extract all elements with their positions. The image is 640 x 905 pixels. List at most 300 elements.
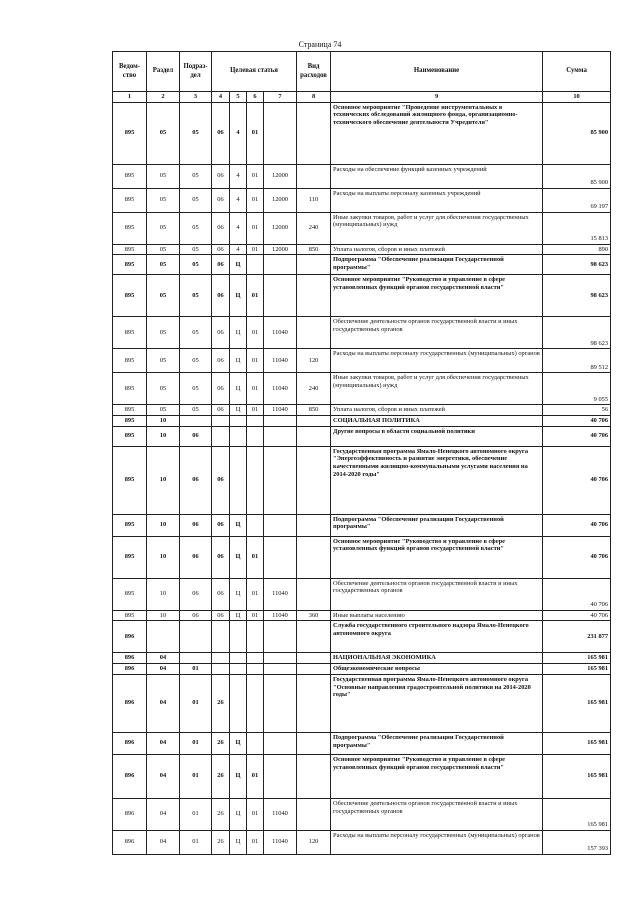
col-number: 1 bbox=[113, 92, 147, 103]
table-row bbox=[113, 255, 611, 275]
cell-target-3: 01 bbox=[247, 349, 264, 373]
col-number: 4 bbox=[212, 92, 230, 103]
cell-ved: 895 bbox=[113, 610, 147, 621]
cell-razdel: 05 bbox=[147, 349, 180, 373]
cell-podrazdel: 01 bbox=[180, 732, 212, 754]
cell-vid bbox=[297, 317, 331, 349]
table-row bbox=[113, 212, 611, 244]
cell-podrazdel: 06 bbox=[180, 446, 212, 514]
table-row bbox=[113, 674, 611, 732]
cell-target-2 bbox=[230, 446, 247, 514]
cell-ved: 895 bbox=[113, 349, 147, 373]
cell-target-1: 06 bbox=[212, 446, 230, 514]
cell-podrazdel: 06 bbox=[180, 610, 212, 621]
cell-sum: 40 706 bbox=[543, 446, 611, 514]
cell-name: Государственная программа Ямало-Ненецкого автономного округа "Основные направления градостроительной политики на 2014-2020 годы" bbox=[331, 674, 543, 732]
cell-ved: 895 bbox=[113, 405, 147, 416]
budget-table bbox=[112, 51, 611, 855]
cell-target-2: Ц bbox=[230, 514, 247, 536]
cell-podrazdel bbox=[180, 416, 212, 427]
cell-sum: 165 981 bbox=[543, 674, 611, 732]
cell-razdel: 05 bbox=[147, 102, 180, 164]
cell-name: СОЦИАЛЬНАЯ ПОЛИТИКА bbox=[331, 416, 543, 427]
cell-target-1: 06 bbox=[212, 578, 230, 610]
cell-razdel bbox=[147, 621, 180, 653]
header-row bbox=[113, 52, 611, 92]
col-number: 3 bbox=[180, 92, 212, 103]
cell-ved: 896 bbox=[113, 674, 147, 732]
table-row bbox=[113, 164, 611, 188]
cell-vid: 850 bbox=[297, 244, 331, 255]
cell-vid: 120 bbox=[297, 830, 331, 854]
cell-podrazdel bbox=[180, 621, 212, 653]
cell-razdel: 10 bbox=[147, 426, 180, 446]
cell-name: Основное мероприятие "Руководство и управление в сфере установленных функций органов государственной власти" bbox=[331, 754, 543, 798]
cell-podrazdel: 05 bbox=[180, 317, 212, 349]
table-row bbox=[113, 349, 611, 373]
cell-name: Служба государственного строительного надзора Ямало-Ненецкого автономного округа bbox=[331, 621, 543, 653]
cell-name: Подпрограмма "Обеспечение реализации Государственной программы" bbox=[331, 514, 543, 536]
cell-name: Уплата налогов, сборов и иных платежей bbox=[331, 244, 543, 255]
cell-podrazdel: 01 bbox=[180, 798, 212, 830]
table-row bbox=[113, 610, 611, 621]
cell-target-1: 26 bbox=[212, 732, 230, 754]
cell-podrazdel: 01 bbox=[180, 754, 212, 798]
cell-target-2 bbox=[230, 621, 247, 653]
cell-sum: 98 623 bbox=[543, 275, 611, 317]
cell-vid bbox=[297, 653, 331, 664]
cell-target-2: Ц bbox=[230, 610, 247, 621]
col-number: 10 bbox=[543, 92, 611, 103]
cell-ved: 896 bbox=[113, 754, 147, 798]
cell-razdel: 04 bbox=[147, 830, 180, 854]
cell-target-2: 4 bbox=[230, 102, 247, 164]
cell-target-3: 01 bbox=[247, 754, 264, 798]
cell-target-3 bbox=[247, 514, 264, 536]
cell-sum: 9 055 bbox=[543, 373, 611, 405]
cell-name: Расходы на выплаты персоналу государственных (муниципальных) органов bbox=[331, 349, 543, 373]
cell-target-4 bbox=[264, 426, 297, 446]
cell-razdel: 04 bbox=[147, 664, 180, 675]
cell-razdel: 04 bbox=[147, 732, 180, 754]
cell-vid bbox=[297, 664, 331, 675]
cell-vid bbox=[297, 754, 331, 798]
cell-target-3 bbox=[247, 653, 264, 664]
cell-target-4: 11040 bbox=[264, 830, 297, 854]
cell-vid bbox=[297, 446, 331, 514]
table-row bbox=[113, 732, 611, 754]
table-row bbox=[113, 653, 611, 664]
cell-target-4: 11040 bbox=[264, 405, 297, 416]
cell-sum: 40 706 bbox=[543, 514, 611, 536]
cell-target-1: 26 bbox=[212, 798, 230, 830]
cell-name: Подпрограмма "Обеспечение реализации Государственной программы" bbox=[331, 255, 543, 275]
cell-ved: 896 bbox=[113, 653, 147, 664]
cell-target-1: 26 bbox=[212, 754, 230, 798]
cell-ved: 895 bbox=[113, 102, 147, 164]
table-row bbox=[113, 621, 611, 653]
cell-name: Подпрограмма "Обеспечение реализации Государственной программы" bbox=[331, 732, 543, 754]
cell-sum: 85 900 bbox=[543, 102, 611, 164]
cell-podrazdel: 05 bbox=[180, 212, 212, 244]
cell-target-4 bbox=[264, 446, 297, 514]
cell-target-1: 26 bbox=[212, 674, 230, 732]
cell-target-4: 11040 bbox=[264, 349, 297, 373]
cell-target-2: Ц bbox=[230, 536, 247, 578]
header-vid: Вид расходов bbox=[297, 52, 331, 92]
cell-target-3 bbox=[247, 446, 264, 514]
cell-name: Расходы на выплаты персоналу государственных (муниципальных) органов bbox=[331, 830, 543, 854]
cell-name: Расходы на обеспечение функций казенных учреждений bbox=[331, 164, 543, 188]
cell-razdel: 04 bbox=[147, 653, 180, 664]
cell-name: Основное мероприятие "Руководство и управление в сфере установленных функций органов государственной власти" bbox=[331, 275, 543, 317]
cell-razdel: 05 bbox=[147, 275, 180, 317]
cell-ved: 895 bbox=[113, 164, 147, 188]
cell-vid bbox=[297, 416, 331, 427]
cell-sum: 98 623 bbox=[543, 255, 611, 275]
table-row bbox=[113, 446, 611, 514]
cell-target-4 bbox=[264, 536, 297, 578]
cell-vid bbox=[297, 578, 331, 610]
cell-target-1 bbox=[212, 621, 230, 653]
cell-target-2 bbox=[230, 664, 247, 675]
cell-name: Основное мероприятие "Руководство и управление в сфере установленных функций органов государственной власти" bbox=[331, 536, 543, 578]
cell-vid bbox=[297, 536, 331, 578]
table-row bbox=[113, 536, 611, 578]
cell-target-3: 01 bbox=[247, 212, 264, 244]
cell-podrazdel: 06 bbox=[180, 536, 212, 578]
cell-sum: 40 706 bbox=[543, 426, 611, 446]
cell-vid: 240 bbox=[297, 212, 331, 244]
page-number: Страница 74 bbox=[298, 40, 342, 49]
cell-target-4: 11040 bbox=[264, 317, 297, 349]
cell-podrazdel: 06 bbox=[180, 578, 212, 610]
cell-sum: 15 813 bbox=[543, 212, 611, 244]
cell-target-3: 01 bbox=[247, 798, 264, 830]
cell-target-2 bbox=[230, 653, 247, 664]
cell-target-3: 01 bbox=[247, 610, 264, 621]
col-number: 9 bbox=[331, 92, 543, 103]
cell-razdel: 10 bbox=[147, 446, 180, 514]
cell-target-4: 12000 bbox=[264, 188, 297, 212]
cell-target-4 bbox=[264, 653, 297, 664]
cell-target-2: Ц bbox=[230, 578, 247, 610]
cell-ved: 895 bbox=[113, 426, 147, 446]
cell-target-2: Ц bbox=[230, 317, 247, 349]
cell-sum: 89 512 bbox=[543, 349, 611, 373]
cell-name: Другие вопросы в области социальной политики bbox=[331, 426, 543, 446]
cell-vid bbox=[297, 102, 331, 164]
cell-target-4: 11040 bbox=[264, 798, 297, 830]
cell-podrazdel: 05 bbox=[180, 349, 212, 373]
table-row bbox=[113, 830, 611, 854]
header-podrazdel: Подраз-дел bbox=[180, 52, 212, 92]
column-number-row bbox=[113, 92, 611, 103]
cell-target-2: 4 bbox=[230, 164, 247, 188]
cell-target-1: 06 bbox=[212, 244, 230, 255]
cell-ved: 895 bbox=[113, 416, 147, 427]
cell-target-2: Ц bbox=[230, 373, 247, 405]
cell-ved: 895 bbox=[113, 446, 147, 514]
header-target: Целевая статья bbox=[212, 52, 297, 92]
table-row bbox=[113, 798, 611, 830]
cell-target-4: 11040 bbox=[264, 373, 297, 405]
cell-podrazdel: 01 bbox=[180, 830, 212, 854]
cell-vid bbox=[297, 275, 331, 317]
cell-target-2: 4 bbox=[230, 244, 247, 255]
cell-razdel: 05 bbox=[147, 164, 180, 188]
cell-razdel: 10 bbox=[147, 610, 180, 621]
cell-name: Расходы на выплаты персоналу казенных учреждений bbox=[331, 188, 543, 212]
cell-target-1: 06 bbox=[212, 373, 230, 405]
cell-podrazdel: 05 bbox=[180, 102, 212, 164]
cell-target-3 bbox=[247, 621, 264, 653]
cell-sum: 56 bbox=[543, 405, 611, 416]
cell-target-1: 06 bbox=[212, 349, 230, 373]
cell-razdel: 05 bbox=[147, 212, 180, 244]
table-row bbox=[113, 275, 611, 317]
cell-vid bbox=[297, 164, 331, 188]
cell-target-1: 26 bbox=[212, 830, 230, 854]
cell-target-2: Ц bbox=[230, 830, 247, 854]
cell-target-3: 01 bbox=[247, 317, 264, 349]
cell-target-3 bbox=[247, 426, 264, 446]
table-row bbox=[113, 244, 611, 255]
table-row bbox=[113, 578, 611, 610]
header-ved: Ведом-ство bbox=[113, 52, 147, 92]
cell-target-2: Ц bbox=[230, 349, 247, 373]
cell-sum: 231 877 bbox=[543, 621, 611, 653]
cell-name: НАЦИОНАЛЬНАЯ ЭКОНОМИКА bbox=[331, 653, 543, 664]
cell-target-3: 01 bbox=[247, 244, 264, 255]
cell-sum: 69 197 bbox=[543, 188, 611, 212]
cell-target-4 bbox=[264, 514, 297, 536]
cell-target-4 bbox=[264, 275, 297, 317]
cell-razdel: 04 bbox=[147, 674, 180, 732]
cell-target-4 bbox=[264, 102, 297, 164]
col-number: 7 bbox=[264, 92, 297, 103]
header-name: Наименование bbox=[331, 52, 543, 92]
table-row bbox=[113, 317, 611, 349]
cell-target-4: 12000 bbox=[264, 164, 297, 188]
cell-ved: 895 bbox=[113, 317, 147, 349]
cell-razdel: 05 bbox=[147, 188, 180, 212]
cell-target-4 bbox=[264, 732, 297, 754]
cell-podrazdel: 01 bbox=[180, 664, 212, 675]
cell-razdel: 10 bbox=[147, 536, 180, 578]
cell-target-4: 12000 bbox=[264, 212, 297, 244]
cell-sum: 165 981 bbox=[543, 754, 611, 798]
cell-sum: 98 623 bbox=[543, 317, 611, 349]
cell-target-1: 06 bbox=[212, 317, 230, 349]
cell-name: Обеспечение деятельности органов государственной власти и иных государственных органов bbox=[331, 317, 543, 349]
cell-target-3 bbox=[247, 255, 264, 275]
cell-target-4 bbox=[264, 664, 297, 675]
cell-target-4: 12000 bbox=[264, 244, 297, 255]
cell-target-3 bbox=[247, 732, 264, 754]
cell-podrazdel: 06 bbox=[180, 514, 212, 536]
table-body bbox=[113, 102, 611, 854]
cell-razdel: 05 bbox=[147, 317, 180, 349]
table-row bbox=[113, 188, 611, 212]
cell-target-1 bbox=[212, 664, 230, 675]
cell-target-2: 4 bbox=[230, 188, 247, 212]
cell-target-1: 06 bbox=[212, 536, 230, 578]
cell-sum: 165 981 bbox=[543, 798, 611, 830]
cell-vid: 850 bbox=[297, 405, 331, 416]
cell-ved: 895 bbox=[113, 275, 147, 317]
cell-sum: 890 bbox=[543, 244, 611, 255]
cell-target-4 bbox=[264, 416, 297, 427]
col-number: 5 bbox=[230, 92, 247, 103]
cell-target-3: 01 bbox=[247, 164, 264, 188]
cell-razdel: 10 bbox=[147, 514, 180, 536]
cell-podrazdel: 06 bbox=[180, 426, 212, 446]
cell-target-4 bbox=[264, 674, 297, 732]
cell-vid: 120 bbox=[297, 349, 331, 373]
cell-target-1: 06 bbox=[212, 610, 230, 621]
cell-sum: 157 393 bbox=[543, 830, 611, 854]
cell-sum: 40 706 bbox=[543, 416, 611, 427]
cell-ved: 895 bbox=[113, 244, 147, 255]
cell-target-4 bbox=[264, 255, 297, 275]
cell-vid: 110 bbox=[297, 188, 331, 212]
cell-target-3: 01 bbox=[247, 188, 264, 212]
cell-target-1: 06 bbox=[212, 275, 230, 317]
cell-razdel: 05 bbox=[147, 244, 180, 255]
cell-target-4: 11040 bbox=[264, 578, 297, 610]
table-row bbox=[113, 373, 611, 405]
cell-target-1: 06 bbox=[212, 405, 230, 416]
cell-target-3: 01 bbox=[247, 405, 264, 416]
cell-vid bbox=[297, 255, 331, 275]
cell-target-3: 01 bbox=[247, 830, 264, 854]
cell-target-3: 01 bbox=[247, 102, 264, 164]
cell-target-1: 06 bbox=[212, 514, 230, 536]
cell-vid: 360 bbox=[297, 610, 331, 621]
cell-razdel: 04 bbox=[147, 798, 180, 830]
table-row bbox=[113, 405, 611, 416]
cell-target-3 bbox=[247, 674, 264, 732]
cell-target-2: Ц bbox=[230, 732, 247, 754]
cell-target-3: 01 bbox=[247, 373, 264, 405]
cell-sum: 85 900 bbox=[543, 164, 611, 188]
cell-ved: 895 bbox=[113, 578, 147, 610]
cell-target-3: 01 bbox=[247, 536, 264, 578]
cell-target-2: 4 bbox=[230, 212, 247, 244]
cell-target-2 bbox=[230, 674, 247, 732]
cell-target-1: 06 bbox=[212, 255, 230, 275]
col-number: 6 bbox=[247, 92, 264, 103]
cell-target-1 bbox=[212, 416, 230, 427]
cell-razdel: 04 bbox=[147, 754, 180, 798]
cell-ved: 895 bbox=[113, 188, 147, 212]
cell-vid bbox=[297, 674, 331, 732]
cell-target-3: 01 bbox=[247, 578, 264, 610]
cell-target-2: Ц bbox=[230, 405, 247, 416]
cell-target-2: Ц bbox=[230, 798, 247, 830]
cell-name: Иные закупки товаров, работ и услуг для обеспечения государственных (муниципальных) нужд bbox=[331, 373, 543, 405]
cell-target-3: 01 bbox=[247, 275, 264, 317]
cell-vid bbox=[297, 732, 331, 754]
cell-ved: 895 bbox=[113, 373, 147, 405]
cell-target-2: Ц bbox=[230, 275, 247, 317]
table-row bbox=[113, 514, 611, 536]
header-razdel: Раздел bbox=[147, 52, 180, 92]
cell-vid: 240 bbox=[297, 373, 331, 405]
cell-ved: 896 bbox=[113, 830, 147, 854]
cell-name: Обеспечение деятельности органов государственной власти и иных государственных органов bbox=[331, 578, 543, 610]
col-number: 8 bbox=[297, 92, 331, 103]
cell-target-2 bbox=[230, 416, 247, 427]
header-sum: Сумма bbox=[543, 52, 611, 92]
col-number: 2 bbox=[147, 92, 180, 103]
cell-target-2 bbox=[230, 426, 247, 446]
cell-target-1: 06 bbox=[212, 102, 230, 164]
cell-ved: 895 bbox=[113, 212, 147, 244]
cell-razdel: 10 bbox=[147, 578, 180, 610]
cell-razdel: 05 bbox=[147, 373, 180, 405]
cell-podrazdel: 05 bbox=[180, 255, 212, 275]
cell-razdel: 05 bbox=[147, 405, 180, 416]
cell-target-4: 11040 bbox=[264, 610, 297, 621]
cell-target-1: 06 bbox=[212, 212, 230, 244]
cell-target-4 bbox=[264, 754, 297, 798]
cell-target-1: 06 bbox=[212, 188, 230, 212]
cell-podrazdel: 05 bbox=[180, 188, 212, 212]
cell-ved: 896 bbox=[113, 798, 147, 830]
cell-ved: 895 bbox=[113, 514, 147, 536]
cell-sum: 40 706 bbox=[543, 610, 611, 621]
cell-target-2: Ц bbox=[230, 754, 247, 798]
cell-name: Иные закупки товаров, работ и услуг для обеспечения государственных (муниципальных) нужд bbox=[331, 212, 543, 244]
cell-podrazdel: 05 bbox=[180, 164, 212, 188]
cell-ved: 896 bbox=[113, 732, 147, 754]
cell-target-4 bbox=[264, 621, 297, 653]
cell-name: Основное мероприятие "Проведение инструментальных в технических обследований жилищного фонда, организационно-технического обеспечение деятельности Учредителя" bbox=[331, 102, 543, 164]
table-row bbox=[113, 102, 611, 164]
cell-sum: 40 706 bbox=[543, 578, 611, 610]
cell-vid bbox=[297, 798, 331, 830]
cell-ved: 896 bbox=[113, 621, 147, 653]
cell-target-3 bbox=[247, 416, 264, 427]
table-row bbox=[113, 754, 611, 798]
cell-name: Уплата налогов, сборов и иных платежей bbox=[331, 405, 543, 416]
cell-podrazdel: 05 bbox=[180, 244, 212, 255]
cell-name: Общеэкономические вопросы bbox=[331, 664, 543, 675]
cell-target-2: Ц bbox=[230, 255, 247, 275]
cell-sum: 165 981 bbox=[543, 732, 611, 754]
cell-vid bbox=[297, 621, 331, 653]
cell-target-3 bbox=[247, 664, 264, 675]
cell-razdel: 10 bbox=[147, 416, 180, 427]
cell-vid bbox=[297, 426, 331, 446]
cell-ved: 895 bbox=[113, 255, 147, 275]
cell-target-1 bbox=[212, 653, 230, 664]
cell-target-1: 06 bbox=[212, 164, 230, 188]
cell-ved: 895 bbox=[113, 536, 147, 578]
cell-razdel: 05 bbox=[147, 255, 180, 275]
cell-sum: 165 981 bbox=[543, 664, 611, 675]
table-row bbox=[113, 426, 611, 446]
cell-name: Иные выплаты населению bbox=[331, 610, 543, 621]
cell-podrazdel: 05 bbox=[180, 373, 212, 405]
cell-podrazdel bbox=[180, 653, 212, 664]
table-row bbox=[113, 416, 611, 427]
cell-vid bbox=[297, 514, 331, 536]
cell-ved: 896 bbox=[113, 664, 147, 675]
cell-name: Государственная программа Ямало-Ненецкого автономного округа "Энергоэффективность и развитие энергетики, обеспечение качественными жилищно-коммунальными услугами населения на 2014-2020 годы" bbox=[331, 446, 543, 514]
